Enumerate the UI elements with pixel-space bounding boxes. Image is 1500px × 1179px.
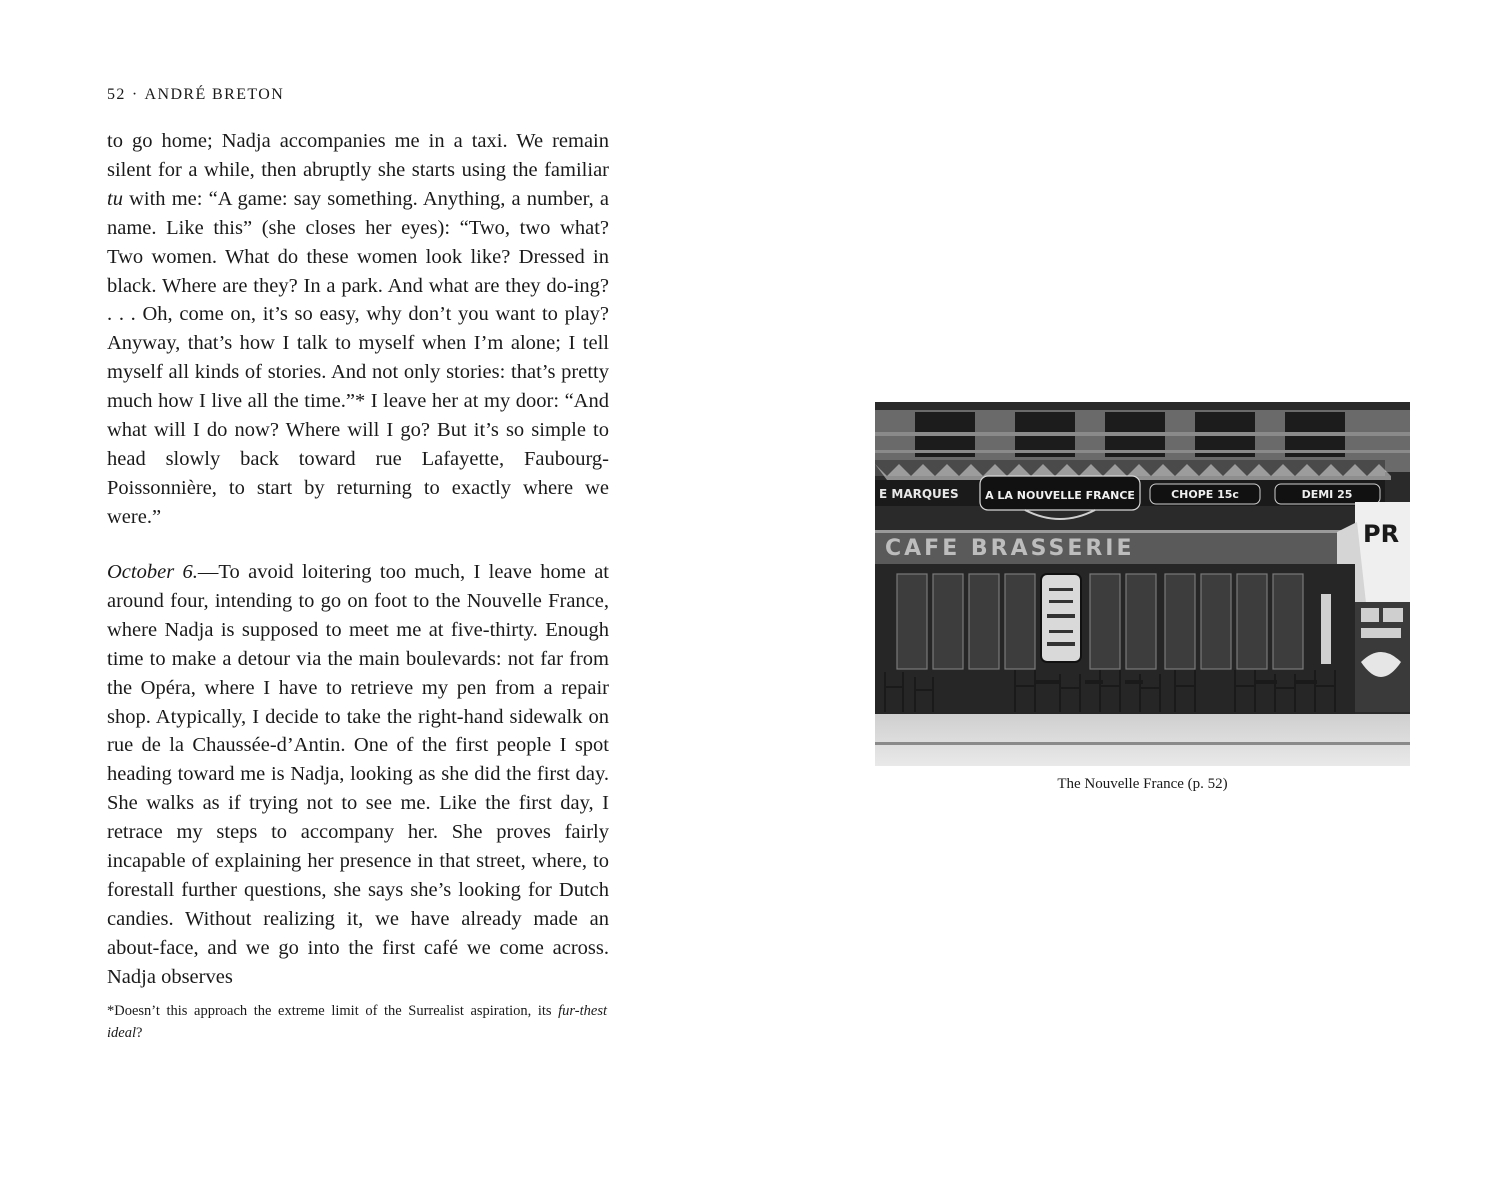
page-number: 52 [107, 86, 126, 103]
paragraph-2-date: October 6. [107, 561, 198, 583]
footnote-italic: fur-thest ideal [107, 1003, 607, 1041]
photo-caption: The Nouvelle France (p. 52) [1057, 776, 1228, 792]
paragraph-1-part-2: with me: “A game: say something. Anything, a number, a name. Like this” (she closes her eyes): “Two, two what? Two women. What do these women look like? Dressed in black. Where are they? In a park. And what are they do-ing? . . . Oh, come on, it’s so easy, why don’t you want to play? Anyway, that’s how I talk to myself when I’m alone; I tell myself all kinds of stories. And not only stories: that’s pretty much how I live all the time.”* I leave her at my door: “And what will I do now? Where will I go? But it’s so simple to head slowly back toward rue Lafayette, Faubourg-Poissonnière, to start by returning to exactly where we were.” [107, 187, 609, 528]
right-edge-sign: PR [1363, 520, 1400, 548]
sign-center: A LA NOUVELLE FRANCE [985, 489, 1135, 502]
running-head-separator: · [131, 86, 139, 103]
photo-illustration [875, 402, 1410, 766]
sign-left: E MARQUES [879, 487, 959, 501]
sign-demi: DEMI 25 [1301, 488, 1353, 501]
cafe-storefront-photo [875, 402, 1410, 766]
awning-text: CAFE BRASSERIE [885, 536, 1135, 561]
paragraph-1-italic-tu: tu [107, 187, 123, 210]
paragraph-2-text: —To avoid loitering too much, I leave home at around four, intending to go on foot to the Nouvelle France, where Nadja is supposed to meet me at five-thirty. Enough time to make a detour via the main boulevards: not far from the Opéra, where I have to retrieve my pen from a repair shop. Atypically, I decide to take the right-hand sidewalk on rue de la Chaussée-d’Antin. One of the first people I spot heading toward me is Nadja, looking as she did the first day. She walks as if trying not to see me. Like the first day, I retrace my steps to accompany her. She proves fairly incapable of explaining her presence in that street, where, to forestall further questions, she says she’s looking for Dutch candies. Without realizing it, we have already made an about-face, and we go into the first café we come across. Nadja observes [107, 561, 609, 988]
running-head-author: ANDRÉ BRETON [144, 86, 285, 103]
body-paragraph-1 [107, 127, 609, 532]
sign-chope: CHOPE 15c [1171, 488, 1239, 501]
running-head [107, 86, 284, 104]
footnote-end: ? [136, 1025, 143, 1041]
paragraph-1-part-1: to go home; Nadja accompanies me in a taxi. We remain silent for a while, then abruptly she starts using the familiar [107, 130, 609, 181]
footnote-text: *Doesn’t this approach the extreme limit of the Surrealist aspiration, its [107, 1003, 559, 1019]
footnote [107, 1000, 607, 1044]
body-paragraph-2 [107, 558, 609, 992]
